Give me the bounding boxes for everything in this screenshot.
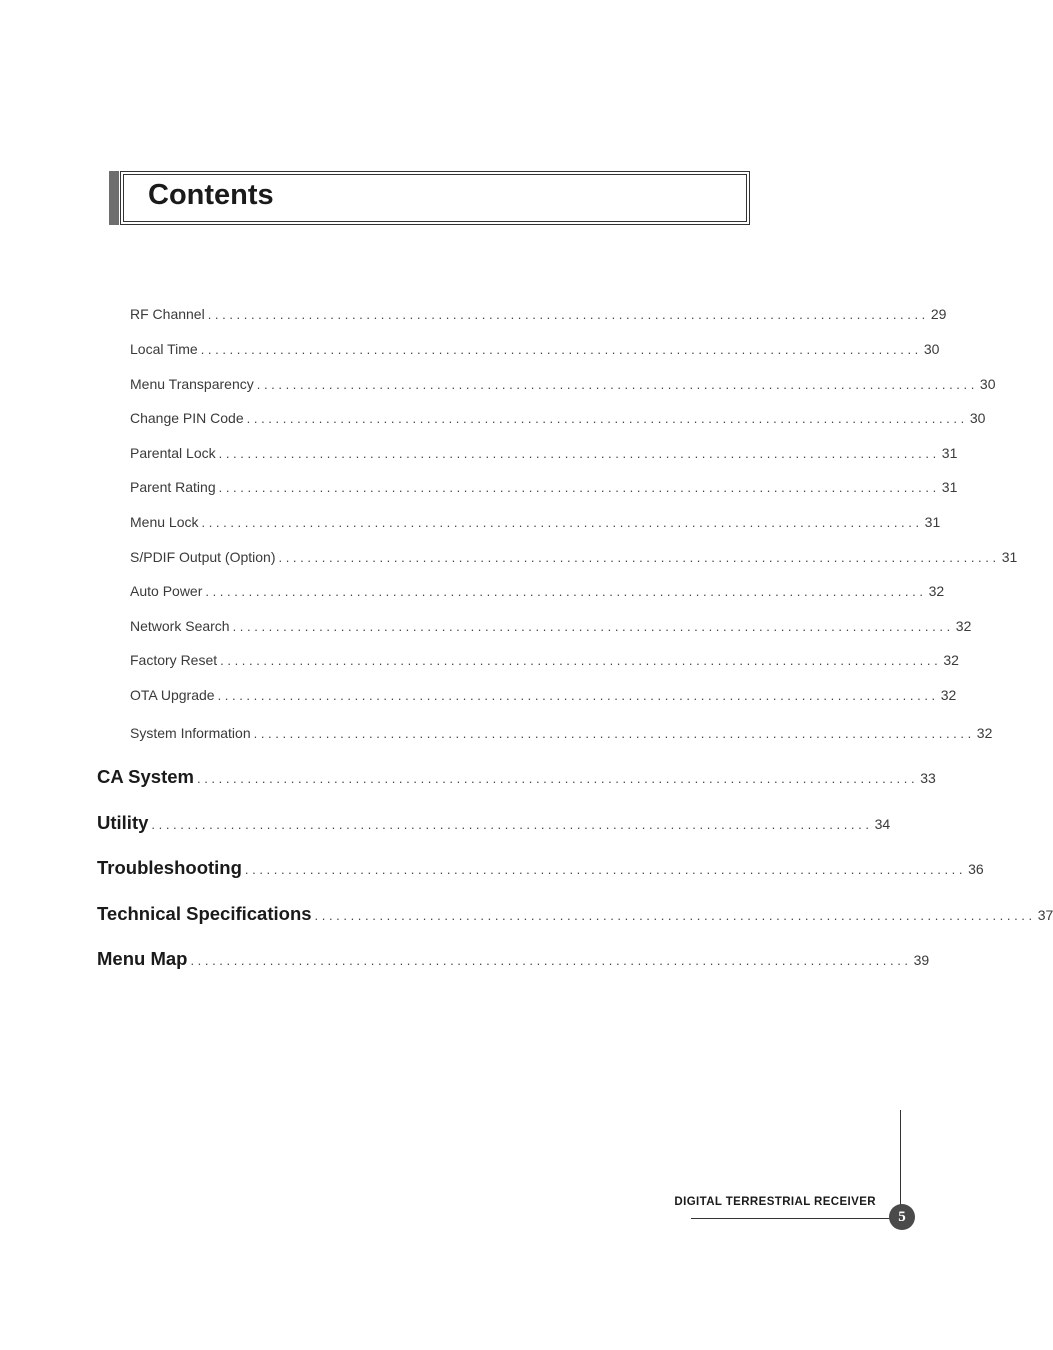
toc-section-page: 36 (968, 861, 984, 877)
toc-section-page: 37 (1037, 907, 1053, 923)
page-number-badge: 5 (889, 1204, 915, 1230)
toc-entry[interactable] (130, 652, 959, 668)
toc-leader-dots: .................................................................................................... (232, 619, 954, 634)
toc-entry[interactable] (130, 410, 986, 426)
toc-entry[interactable] (130, 341, 940, 357)
toc-entry-label: Local Time (130, 341, 198, 357)
toc-entry-page: 29 (930, 306, 947, 322)
toc-entry-page: 30 (979, 376, 996, 392)
toc-leader-dots: .................................................................................................... (217, 688, 939, 703)
toc-entry[interactable] (130, 725, 993, 741)
toc-entry[interactable] (130, 687, 957, 703)
toc-section-label: Menu Map (97, 948, 188, 969)
toc-entry-page: 32 (928, 583, 945, 599)
toc-section-entry[interactable] (97, 948, 930, 970)
title-box (120, 171, 750, 225)
toc-section-entry[interactable] (97, 857, 984, 879)
toc-entry-page: 30 (923, 341, 940, 357)
toc-entry[interactable] (130, 306, 947, 322)
toc-entry-page: 31 (1001, 549, 1018, 565)
toc-leader-dots: .................................................................................................... (220, 653, 942, 668)
toc-leader-dots: .................................................................................................... (218, 446, 940, 461)
toc-entry-page: 31 (924, 514, 941, 530)
toc-leader-dots: .................................................................................................... (218, 480, 940, 495)
toc-entry-label: RF Channel (130, 306, 205, 322)
toc-leader-dots: .................................................................................................... (197, 771, 919, 786)
toc-section-label: Utility (97, 812, 149, 833)
toc-entry[interactable] (130, 376, 996, 392)
toc-entry-label: Menu Transparency (130, 376, 254, 392)
footer-horizontal-rule (691, 1218, 901, 1219)
toc-leader-dots: .................................................................................................... (314, 908, 1036, 923)
title-accent-bar (109, 171, 119, 225)
toc-leader-dots: .................................................................................................... (151, 817, 873, 832)
toc-leader-dots: .................................................................................................... (278, 550, 1000, 565)
toc-entry-label: S/PDIF Output (Option) (130, 549, 276, 565)
toc-leader-dots: .................................................................................................... (201, 515, 923, 530)
toc-entry[interactable] (130, 583, 945, 599)
toc-entry-label: Auto Power (130, 583, 203, 599)
toc-entry[interactable] (130, 549, 1018, 565)
toc-section-label: Technical Specifications (97, 903, 312, 924)
toc-entry-label: OTA Upgrade (130, 687, 215, 703)
toc-leader-dots: .................................................................................................... (200, 342, 922, 357)
toc-entry-label: Change PIN Code (130, 410, 244, 426)
footer-product-name: DIGITAL TERRESTRIAL RECEIVER (674, 1196, 876, 1208)
toc-entry-page: 30 (969, 410, 986, 426)
toc-entry-label: Parent Rating (130, 479, 216, 495)
toc-entry-label: Factory Reset (130, 652, 218, 668)
toc-entry-label: Network Search (130, 618, 230, 634)
toc-entry-label: System Information (130, 725, 251, 741)
toc-section-entry[interactable] (97, 766, 936, 788)
toc-section-page: 33 (920, 770, 936, 786)
toc-leader-dots: .................................................................................................... (246, 411, 968, 426)
toc-section-page: 34 (874, 816, 891, 832)
toc-entry-label: Menu Lock (130, 514, 199, 530)
toc-entry-page: 31 (941, 479, 958, 495)
toc-section-label: Troubleshooting (97, 857, 242, 878)
toc-entry-label: Parental Lock (130, 445, 216, 461)
toc-entry-page: 32 (955, 618, 972, 634)
footer-vertical-rule (900, 1110, 901, 1207)
toc-leader-dots: .................................................................................................... (207, 307, 929, 322)
toc-leader-dots: .................................................................................................... (244, 862, 967, 877)
toc-entry-page: 32 (976, 725, 993, 741)
toc-entry-page: 31 (941, 445, 958, 461)
page-title: Contents (148, 179, 274, 211)
toc-leader-dots: .................................................................................................... (253, 726, 975, 741)
toc-section-entry[interactable] (97, 812, 891, 834)
toc-entry-page: 32 (943, 652, 959, 668)
toc-section-entry[interactable] (97, 903, 1053, 925)
toc-entry[interactable] (130, 445, 958, 461)
toc-entry[interactable] (130, 514, 941, 530)
toc-section-page: 39 (913, 952, 930, 968)
toc-entry[interactable] (130, 618, 972, 634)
toc-section-label: CA System (97, 766, 194, 787)
toc-leader-dots: .................................................................................................... (205, 584, 927, 599)
toc-entry-page: 32 (940, 687, 957, 703)
toc-leader-dots: .................................................................................................... (256, 377, 978, 392)
toc-leader-dots: .................................................................................................... (190, 953, 912, 968)
toc-entry[interactable] (130, 479, 958, 495)
